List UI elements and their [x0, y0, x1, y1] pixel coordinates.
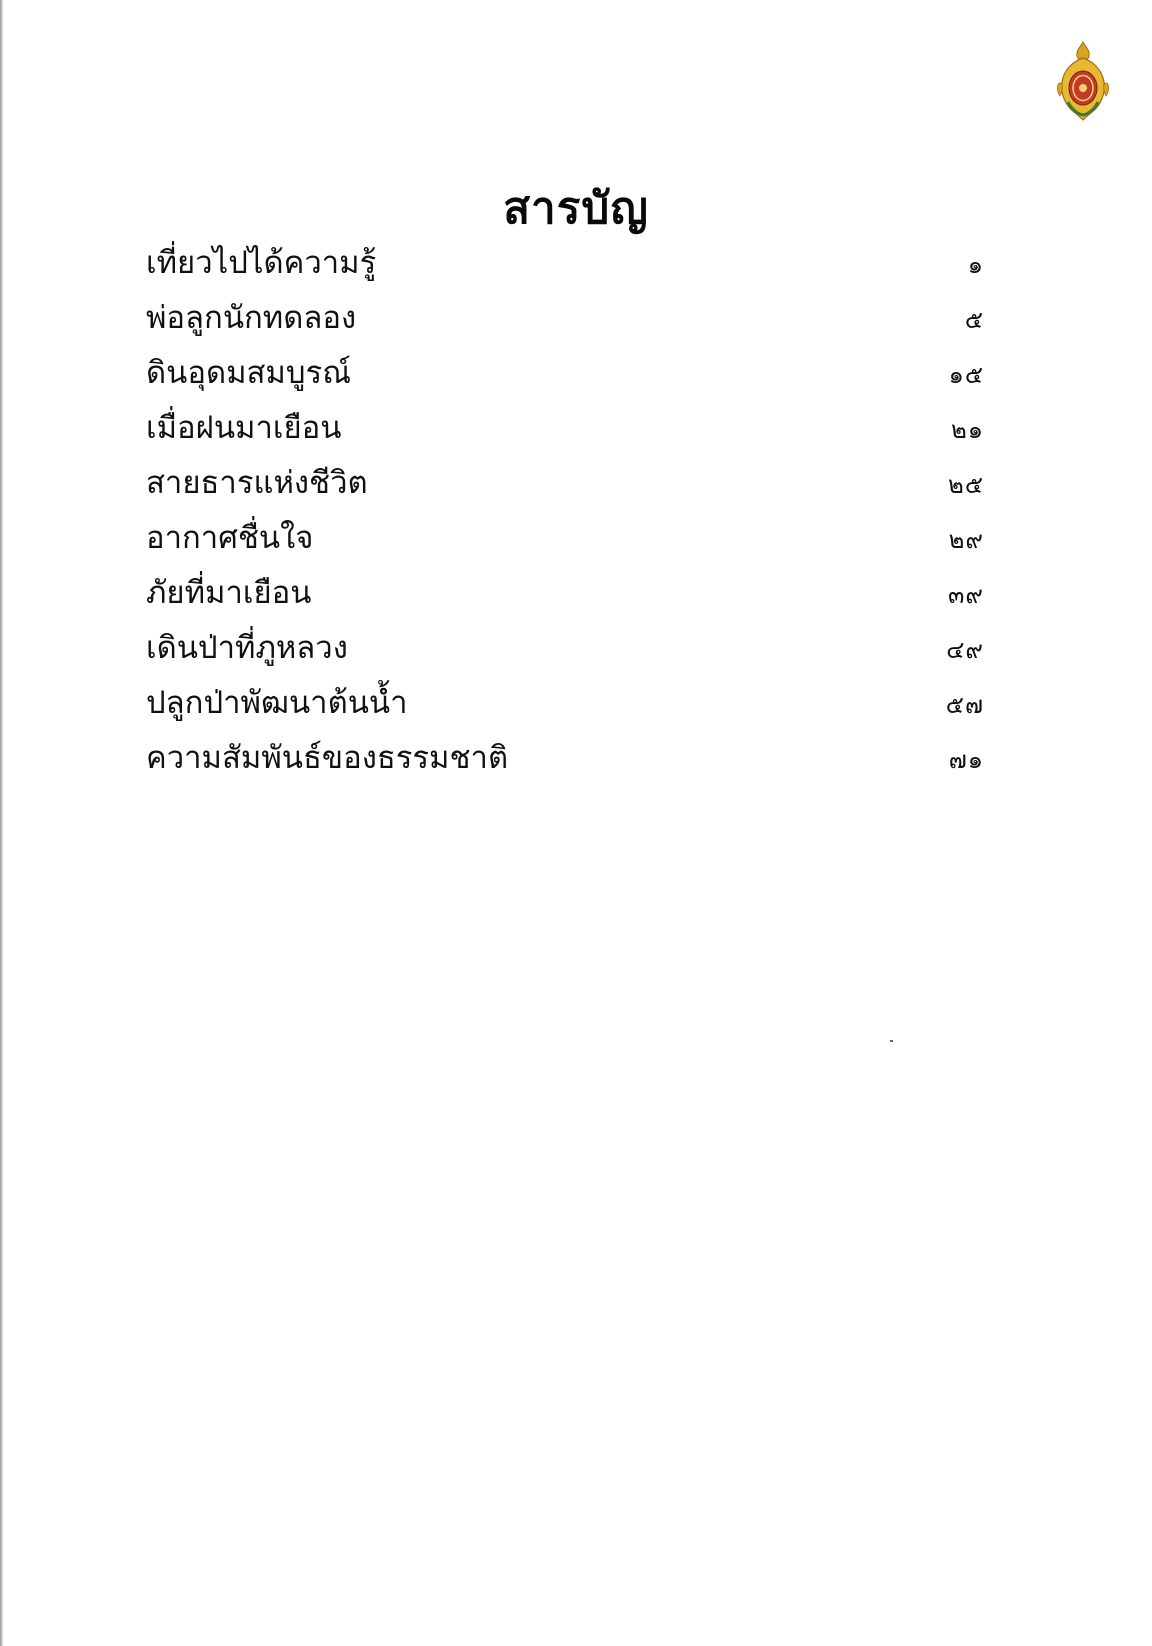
- toc-entry: [146, 621, 984, 676]
- table-of-contents: [146, 236, 984, 786]
- toc-entry-title: สายธารแห่งชีวิต: [146, 465, 368, 501]
- toc-entry: [146, 566, 984, 621]
- toc-entry: [146, 236, 984, 291]
- toc-entry: [146, 456, 984, 511]
- scan-speck: [890, 1040, 893, 1042]
- toc-entry-title: ความสัมพันธ์ของธรรมชาติ: [146, 740, 509, 776]
- toc-entry-page-number: ๕๗: [945, 691, 984, 719]
- toc-entry-page-number: ๑: [967, 251, 984, 279]
- toc-entry-title: ปลูกป่าพัฒนาต้นน้ำ: [146, 685, 408, 721]
- toc-entry-page-number: ๒๑: [950, 416, 984, 444]
- toc-entry: [146, 511, 984, 566]
- toc-entry: [146, 291, 984, 346]
- toc-entry-title: ดินอุดมสมบูรณ์: [146, 355, 351, 391]
- toc-entry-page-number: ๕: [964, 306, 984, 334]
- crest-emblem-icon: [1054, 40, 1112, 122]
- toc-entry-title: พ่อลูกนักทดลอง: [146, 300, 357, 336]
- toc-entry: [146, 346, 984, 401]
- toc-entry: [146, 401, 984, 456]
- toc-entry-page-number: ๓๙: [948, 581, 984, 609]
- toc-entry-page-number: ๒๕: [948, 471, 984, 499]
- toc-entry: [146, 731, 984, 786]
- toc-entry-page-number: ๔๙: [946, 636, 984, 664]
- scan-edge: [0, 0, 3, 1646]
- toc-entry-page-number: ๑๕: [948, 361, 984, 389]
- toc-entry-title: เที่ยวไปได้ความรู้: [146, 245, 377, 281]
- toc-entry: [146, 676, 984, 731]
- toc-entry-page-number: ๒๙: [948, 526, 984, 554]
- toc-entry-title: เมื่อฝนมาเยือน: [146, 410, 342, 446]
- page-title: สารบัญ: [503, 183, 649, 235]
- toc-entry-title: เดินป่าที่ภูหลวง: [146, 630, 348, 666]
- toc-entry-title: ภัยที่มาเยือน: [146, 575, 312, 611]
- toc-entry-page-number: ๗๑: [948, 746, 984, 774]
- toc-entry-title: อากาศชื่นใจ: [146, 520, 314, 556]
